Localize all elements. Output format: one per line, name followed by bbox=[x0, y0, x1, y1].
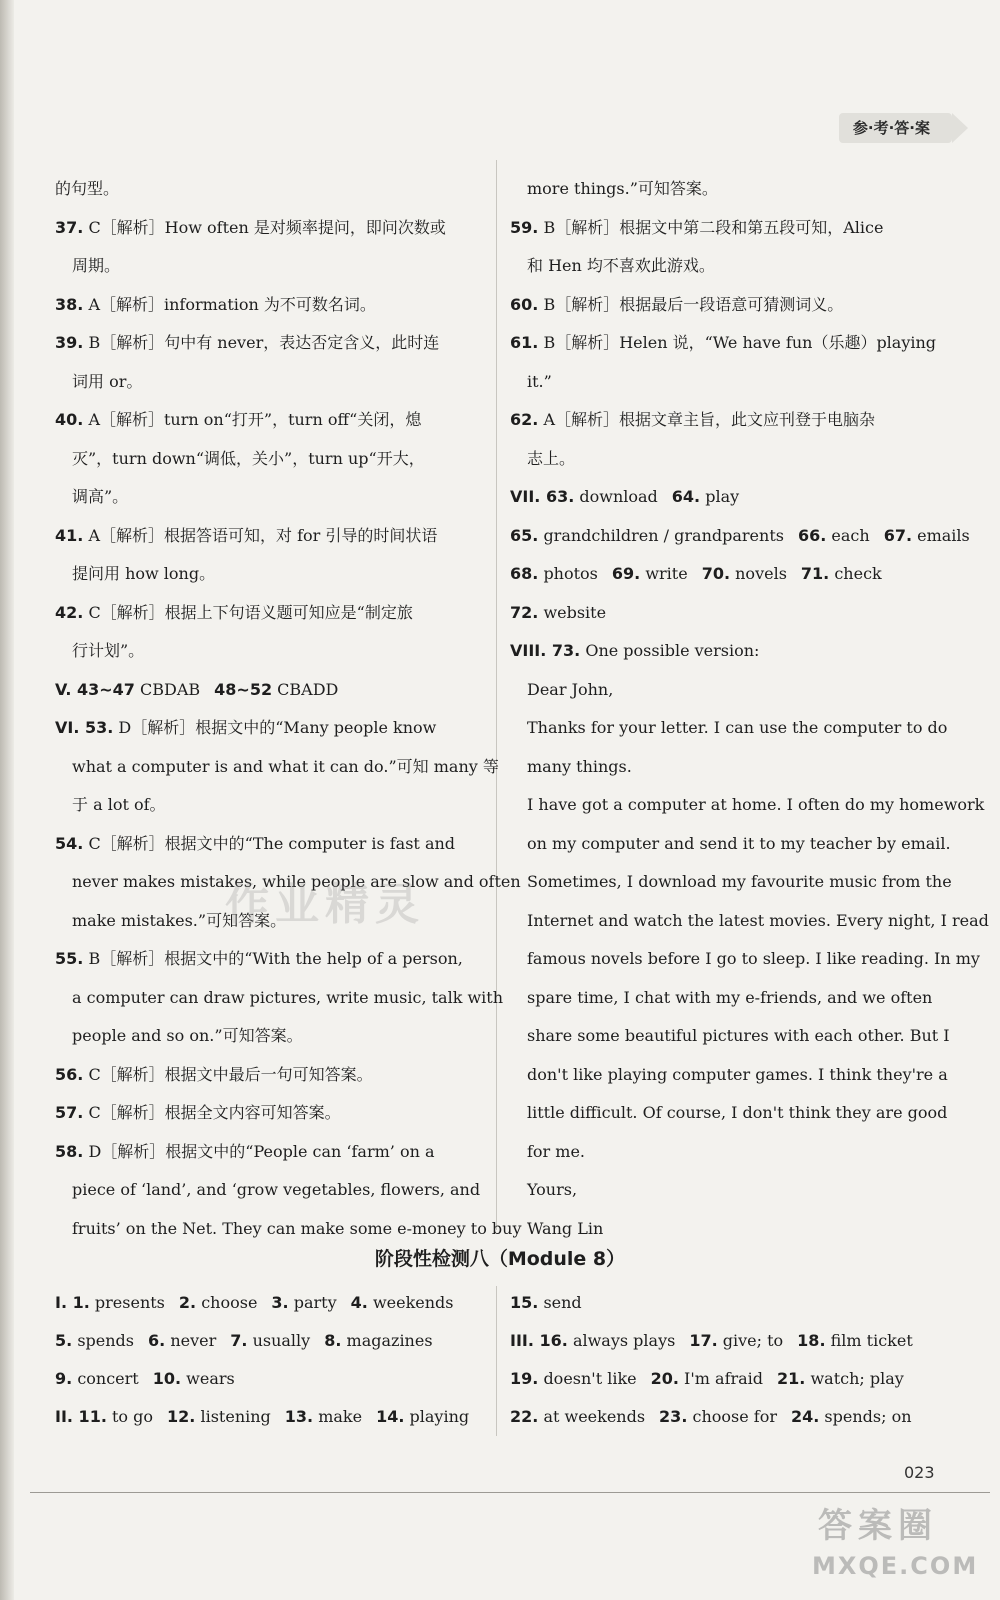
answer-text: wears bbox=[186, 1369, 235, 1388]
question-number: 57. bbox=[55, 1103, 84, 1122]
answer-text: C［解析］How often 是对频率提问，即问次数或 bbox=[88, 217, 446, 237]
answer-text: 周期。 bbox=[72, 256, 121, 275]
answer-text: make bbox=[318, 1407, 363, 1426]
answer-line bbox=[510, 209, 952, 248]
answer-line bbox=[55, 440, 473, 479]
answer-line bbox=[55, 170, 473, 209]
answer-text: spends bbox=[77, 1331, 134, 1350]
module8-answers-left bbox=[55, 1284, 485, 1436]
answer-line bbox=[55, 1171, 481, 1210]
answer-text: D［解析］根据文中的“People can ‘farm’ on a bbox=[88, 1141, 435, 1161]
answer-line bbox=[510, 1017, 952, 1056]
column-divider-bottom bbox=[496, 1286, 497, 1436]
answer-line bbox=[55, 324, 473, 363]
question-number: 62. bbox=[510, 410, 539, 429]
answer-text: CBADD bbox=[277, 679, 339, 699]
question-number: 15. bbox=[510, 1293, 539, 1312]
answer-text: 于 a lot of。 bbox=[72, 795, 166, 814]
answer-text: give; to bbox=[722, 1331, 784, 1350]
answer-text: A［解析］information 为不可数名词。 bbox=[88, 294, 376, 314]
answer-text: B［解析］根据文中第二段和第五段可知，Alice bbox=[543, 217, 884, 237]
answer-line bbox=[510, 1094, 952, 1133]
answer-text: 灭”，turn down“调低，关小”，turn up“开大， bbox=[72, 448, 425, 468]
answer-row bbox=[510, 1398, 950, 1436]
answer-text: on my computer and send it to my teacher by email. bbox=[527, 833, 951, 853]
answer-line bbox=[55, 555, 473, 594]
answer-text: C［解析］根据文中最后一句可知答案。 bbox=[88, 1064, 373, 1084]
question-number: 22. bbox=[510, 1407, 539, 1426]
answer-line bbox=[510, 594, 952, 633]
question-number: 65. bbox=[510, 525, 539, 545]
answer-text: choose bbox=[201, 1293, 258, 1312]
answer-line bbox=[55, 401, 473, 440]
answer-line bbox=[55, 247, 473, 286]
question-number: VI. 53. bbox=[55, 718, 114, 737]
section-title: 阶段性检测八（Module 8） bbox=[374, 1248, 626, 1270]
question-number: 19. bbox=[510, 1369, 539, 1388]
answer-line bbox=[510, 748, 952, 787]
answer-text: send bbox=[543, 1293, 582, 1312]
answer-text: website bbox=[543, 602, 607, 622]
question-number: 42. bbox=[55, 602, 84, 622]
answer-line bbox=[55, 979, 504, 1018]
answer-text: to go bbox=[112, 1407, 154, 1426]
question-number: 4. bbox=[350, 1293, 368, 1312]
answer-line bbox=[510, 709, 952, 748]
answer-text: B［解析］根据文中的“With the help of a person, bbox=[88, 949, 463, 968]
answer-text: download bbox=[579, 487, 658, 506]
answer-text: what a computer is and what it can do.”可知 many 等 bbox=[72, 756, 499, 776]
question-number: 60. bbox=[510, 294, 539, 314]
question-number: 56. bbox=[55, 1064, 84, 1084]
page-edge bbox=[0, 0, 14, 1600]
answer-text: never makes mistakes, while people are slow and often bbox=[72, 872, 521, 891]
question-number: 59. bbox=[510, 217, 539, 237]
answer-text: C［解析］根据上下句语义题可知应是“制定旅 bbox=[88, 602, 413, 622]
question-number: I. 1. bbox=[55, 1293, 90, 1312]
question-number: 3. bbox=[271, 1293, 289, 1312]
answer-line bbox=[510, 170, 952, 209]
answer-text: usually bbox=[252, 1331, 311, 1350]
header-tab-label: 参·考·答·案 bbox=[852, 119, 930, 137]
answer-line bbox=[510, 1171, 952, 1210]
answer-text: don't like playing computer games. I think they're a bbox=[527, 1064, 948, 1084]
answer-line bbox=[510, 671, 952, 710]
question-number: 58. bbox=[55, 1141, 84, 1161]
answer-text: grandchildren / grandparents bbox=[543, 525, 784, 545]
answer-text: write bbox=[645, 564, 688, 583]
answer-text: spends; on bbox=[824, 1407, 912, 1426]
answer-line bbox=[510, 401, 952, 440]
answer-text: 和 Hen 均不喜欢此游戏。 bbox=[527, 256, 715, 275]
question-number: 20. bbox=[650, 1369, 679, 1388]
answer-line bbox=[55, 209, 473, 248]
answer-line bbox=[510, 825, 952, 864]
question-number: 66. bbox=[797, 525, 827, 545]
answer-text: more things.”可知答案。 bbox=[527, 179, 718, 198]
answer-line bbox=[510, 940, 980, 979]
answer-row bbox=[510, 1322, 950, 1360]
answer-text: 提问用 how long。 bbox=[72, 564, 216, 583]
answer-text: for me. bbox=[527, 1141, 586, 1161]
answer-line bbox=[55, 671, 473, 710]
answer-text: photos bbox=[543, 564, 598, 583]
answer-text: choose for bbox=[692, 1407, 777, 1426]
question-number: VIII. 73. bbox=[510, 641, 581, 660]
answer-text: a computer can draw pictures, write music, talk with bbox=[72, 987, 504, 1007]
question-number: 18. bbox=[797, 1331, 826, 1350]
question-number: 23. bbox=[659, 1407, 688, 1426]
watermark-footer-url: MXQE.COM bbox=[812, 1552, 979, 1580]
answer-text: watch; play bbox=[810, 1369, 904, 1388]
answer-text: C［解析］根据全文内容可知答案。 bbox=[88, 1103, 341, 1122]
answer-line bbox=[55, 940, 473, 979]
right-answer-column bbox=[510, 170, 989, 1248]
answer-text: Thanks for your letter. I can use the computer to do bbox=[527, 718, 948, 737]
answer-text: B［解析］Helen 说，“We have fun（乐趣）playing bbox=[543, 333, 937, 352]
answer-text: C［解析］根据文中的“The computer is fast and bbox=[88, 833, 456, 853]
answer-text: each bbox=[831, 525, 870, 545]
question-number: 68. bbox=[510, 564, 539, 583]
answer-text: little difficult. Of course, I don't think they are good bbox=[527, 1103, 948, 1122]
answer-line bbox=[55, 478, 473, 517]
answer-line bbox=[510, 863, 952, 902]
question-number: 5. bbox=[55, 1331, 73, 1350]
answer-text: Internet and watch the latest movies. Every night, I read bbox=[527, 910, 989, 930]
answer-line bbox=[510, 902, 989, 941]
question-number: 21. bbox=[777, 1369, 806, 1388]
answer-text: 行计划”。 bbox=[72, 641, 145, 660]
question-number: 13. bbox=[284, 1407, 314, 1426]
answer-text: 调高”。 bbox=[72, 487, 129, 506]
answer-text: A［解析］根据文章主旨，此文应刊登于电脑杂 bbox=[543, 410, 875, 429]
answer-line bbox=[510, 440, 952, 479]
watermark-middle: 作业精灵 bbox=[225, 879, 425, 930]
answer-text: Dear John, bbox=[527, 679, 614, 699]
footer-rule bbox=[30, 1492, 990, 1493]
answer-line bbox=[510, 979, 952, 1018]
answer-line bbox=[55, 709, 473, 748]
question-number: 37. bbox=[55, 217, 84, 237]
answer-line bbox=[510, 286, 952, 325]
question-number: 70. bbox=[701, 564, 731, 583]
answer-text: novels bbox=[735, 564, 787, 583]
answer-row bbox=[55, 1284, 485, 1322]
answer-text: many things. bbox=[527, 756, 632, 776]
answer-row bbox=[510, 1284, 950, 1322]
question-number: 12. bbox=[167, 1407, 196, 1426]
answer-text: 的句型。 bbox=[55, 179, 120, 198]
question-number: 54. bbox=[55, 833, 84, 853]
module8-answers-right bbox=[510, 1284, 950, 1436]
question-number: 10. bbox=[152, 1369, 182, 1388]
answer-row bbox=[55, 1360, 485, 1398]
answer-text: Yours, bbox=[527, 1180, 578, 1199]
answer-line bbox=[55, 1056, 473, 1095]
answer-line bbox=[510, 247, 952, 286]
reference-answers-tab bbox=[839, 113, 952, 143]
answer-text: never bbox=[170, 1331, 217, 1350]
answer-text: film ticket bbox=[830, 1331, 913, 1350]
answer-line bbox=[55, 786, 473, 825]
question-number: 7. bbox=[230, 1331, 248, 1350]
answer-line bbox=[510, 1133, 952, 1172]
answer-text: famous novels before I go to sleep. I like reading. In my bbox=[527, 949, 980, 968]
question-number: 67. bbox=[883, 525, 913, 545]
answer-line bbox=[510, 324, 952, 363]
question-number: 48~52 bbox=[214, 679, 273, 699]
answer-text: I'm afraid bbox=[684, 1369, 764, 1388]
answer-text: doesn't like bbox=[543, 1369, 637, 1388]
answer-text: play bbox=[705, 487, 740, 506]
answer-text: people and so on.”可知答案。 bbox=[72, 1026, 303, 1045]
answer-line bbox=[55, 517, 473, 556]
answer-line bbox=[55, 363, 473, 402]
left-answer-column bbox=[55, 170, 522, 1248]
question-number: II. 11. bbox=[55, 1407, 107, 1426]
watermark-footer: 答案圈 bbox=[818, 1506, 938, 1546]
answer-line bbox=[55, 632, 473, 671]
answer-text: B［解析］根据最后一段语意可猜测词义。 bbox=[543, 294, 844, 314]
column-divider-top bbox=[496, 160, 497, 1230]
question-number: 72. bbox=[510, 602, 539, 622]
question-number: 40. bbox=[55, 410, 84, 429]
answer-line bbox=[510, 632, 952, 671]
answer-text: playing bbox=[409, 1407, 470, 1426]
answer-text: share some beautiful pictures with each other. But I bbox=[527, 1026, 950, 1045]
answer-line bbox=[55, 594, 473, 633]
question-number: 71. bbox=[800, 564, 830, 583]
question-number: 39. bbox=[55, 333, 84, 352]
chevron-right-icon bbox=[952, 113, 968, 143]
question-number: 17. bbox=[689, 1331, 718, 1350]
page-number: 023 bbox=[904, 1463, 935, 1482]
answer-text: B［解析］句中有 never，表达否定含义，此时连 bbox=[88, 333, 440, 352]
answer-text: make mistakes.”可知答案。 bbox=[72, 910, 287, 930]
answer-text: spare time, I chat with my e-friends, and we often bbox=[527, 987, 933, 1007]
answer-text: emails bbox=[917, 525, 970, 545]
question-number: 41. bbox=[55, 525, 84, 545]
answer-line bbox=[510, 363, 952, 402]
answer-text: I have got a computer at home. I often do my homework bbox=[527, 795, 985, 814]
question-number: VII. 63. bbox=[510, 487, 575, 506]
answer-text: listening bbox=[200, 1407, 271, 1426]
answer-line bbox=[55, 825, 473, 864]
question-number: 64. bbox=[671, 487, 701, 506]
answer-text: party bbox=[293, 1293, 337, 1312]
answer-text: weekends bbox=[372, 1293, 454, 1312]
question-number: 14. bbox=[376, 1407, 405, 1426]
answer-line bbox=[55, 286, 473, 325]
answer-text: always plays bbox=[572, 1331, 676, 1350]
answer-line bbox=[55, 748, 499, 787]
question-number: 24. bbox=[790, 1407, 820, 1426]
question-number: 38. bbox=[55, 294, 84, 314]
answer-line bbox=[510, 1056, 952, 1095]
answer-text: A［解析］根据答语可知，对 for 引导的时间状语 bbox=[88, 525, 438, 545]
answer-text: magazines bbox=[346, 1331, 433, 1350]
answer-line bbox=[510, 555, 952, 594]
answer-line bbox=[510, 786, 985, 825]
answer-row bbox=[55, 1398, 485, 1436]
question-number: 6. bbox=[148, 1331, 166, 1350]
answer-row bbox=[510, 1360, 950, 1398]
answer-text: it.” bbox=[527, 371, 552, 391]
question-number: III. 16. bbox=[510, 1331, 568, 1350]
answer-text: Sometimes, I download my favourite music from the bbox=[527, 872, 952, 891]
answer-text: at weekends bbox=[543, 1407, 646, 1426]
question-number: 8. bbox=[324, 1331, 342, 1350]
question-number: 2. bbox=[178, 1293, 197, 1312]
question-number: 61. bbox=[510, 333, 539, 352]
answer-line bbox=[55, 1133, 473, 1172]
answer-text: presents bbox=[94, 1293, 165, 1312]
answer-text: fruits’ on the Net. They can make some e-money to buy bbox=[72, 1218, 522, 1238]
question-number: 55. bbox=[55, 949, 84, 968]
question-number: 9. bbox=[55, 1369, 73, 1388]
answer-line bbox=[510, 517, 970, 556]
answer-text: Wang Lin bbox=[527, 1218, 604, 1238]
answer-line bbox=[55, 1017, 473, 1056]
question-number: 69. bbox=[611, 564, 641, 583]
answer-text: piece of ‘land’, and ‘grow vegetables, flowers, and bbox=[72, 1180, 481, 1199]
answer-text: 志上。 bbox=[527, 448, 576, 468]
answer-text: CBDAB bbox=[140, 679, 201, 699]
answer-line bbox=[55, 1094, 473, 1133]
answer-line bbox=[510, 478, 952, 517]
question-number: V. 43~47 bbox=[55, 679, 135, 699]
answer-text: D［解析］根据文中的“Many people know bbox=[118, 718, 437, 737]
answer-text: A［解析］turn on“打开”，turn off“关闭，熄 bbox=[88, 410, 422, 429]
answer-text: One possible version: bbox=[585, 641, 760, 660]
answer-text: check bbox=[834, 564, 882, 583]
answer-text: concert bbox=[77, 1369, 139, 1388]
answer-text: 词用 or。 bbox=[72, 371, 143, 391]
answer-row bbox=[55, 1322, 485, 1360]
